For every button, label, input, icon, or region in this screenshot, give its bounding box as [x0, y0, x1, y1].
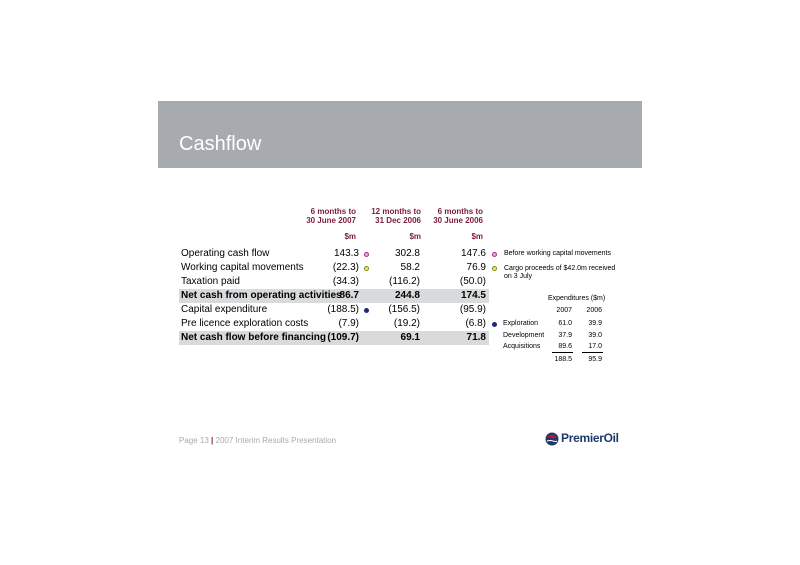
column-header-3-line2: 30 June 2006 — [433, 216, 483, 225]
table-row-subtotal — [179, 289, 489, 303]
column-unit-3: $m — [471, 232, 483, 241]
row-value-2007: (109.7) — [327, 332, 359, 343]
column-header-3 — [420, 207, 483, 225]
row-label: Working capital movements — [181, 262, 304, 273]
row-value-2006-half: 147.6 — [460, 248, 486, 259]
column-header-1-line2: 30 June 2007 — [306, 216, 356, 225]
total-divider — [552, 352, 573, 353]
row-value-2006-full: (156.5) — [388, 304, 420, 315]
row-label: Taxation paid — [181, 276, 240, 287]
expenditure-value-2007: 37.9 — [558, 332, 572, 339]
table-row — [179, 275, 489, 289]
row-value-2006-full: 302.8 — [394, 248, 420, 259]
table-row — [179, 317, 489, 331]
navy-bullet-icon — [492, 322, 497, 327]
expenditure-value-2007: 61.0 — [558, 320, 572, 327]
row-value-2006-half: (95.9) — [459, 304, 486, 315]
lime-bullet-icon — [492, 266, 497, 271]
column-header-2-line2: 31 Dec 2006 — [375, 216, 421, 225]
row-value-2007: (22.3) — [332, 262, 359, 273]
expenditure-value-2007: 89.6 — [558, 343, 572, 350]
row-value-2007: 143.3 — [333, 248, 359, 259]
pink-bullet-icon — [492, 252, 497, 257]
row-value-2006-full: 69.1 — [400, 332, 420, 343]
expenditure-value-2006: 17.0 — [588, 343, 602, 350]
note-cargo-proceeds: Cargo proceeds of $42.0m received on 3 July — [504, 265, 616, 280]
row-label: Net cash from operating activities — [181, 290, 342, 301]
expenditure-total-2006: 95.9 — [588, 356, 602, 363]
row-value-2006-half: 71.8 — [466, 332, 486, 343]
expenditure-label: Development — [503, 332, 545, 339]
row-value-2006-full: (116.2) — [389, 276, 420, 287]
expenditure-value-2006: 39.9 — [588, 320, 602, 327]
expenditure-label: Acquisitions — [503, 343, 541, 350]
expenditures-year-2006: 2006 — [586, 307, 602, 314]
row-value-2006-full: 58.2 — [400, 262, 420, 273]
row-value-2006-half: 76.9 — [466, 262, 486, 273]
expenditure-total-2007: 188.5 — [554, 356, 572, 363]
column-header-3-line1: 6 months to — [437, 207, 483, 216]
column-header-1 — [290, 207, 356, 225]
row-value-2006-full: 244.8 — [394, 290, 420, 301]
page-title: Cashflow — [179, 133, 262, 155]
row-value-2007: (7.9) — [338, 318, 359, 329]
expenditure-value-2006: 39.0 — [588, 332, 602, 339]
table-row — [179, 247, 489, 261]
row-value-2007: (188.5) — [327, 304, 359, 315]
row-value-2006-half: (6.8) — [465, 318, 486, 329]
expenditures-year-2007: 2007 — [556, 307, 572, 314]
logo-text: PremierOil — [561, 431, 619, 445]
row-label: Pre licence exploration costs — [181, 318, 309, 329]
column-header-1-line1: 6 months to — [310, 207, 356, 216]
expenditures-title: Expenditures ($m) — [548, 295, 606, 302]
table-row — [179, 261, 489, 275]
row-value-2007: 86.7 — [339, 290, 359, 301]
row-value-2006-half: 174.5 — [460, 290, 486, 301]
globe-icon — [545, 432, 559, 446]
footer-separator: | — [211, 436, 214, 445]
expenditure-label: Exploration — [503, 320, 539, 327]
row-value-2006-full: (19.2) — [393, 318, 420, 329]
total-divider — [582, 352, 603, 353]
column-unit-1: $m — [344, 232, 356, 241]
column-header-2-line1: 12 months to — [371, 207, 421, 216]
pink-bullet-icon — [364, 252, 369, 257]
row-value-2007: (34.3) — [332, 276, 359, 287]
row-label: Net cash flow before financing — [181, 332, 327, 343]
column-unit-2: $m — [409, 232, 421, 241]
navy-bullet-icon — [364, 308, 369, 313]
column-header-2 — [356, 207, 421, 225]
footer — [179, 436, 336, 445]
footer-presentation-title: 2007 Interim Results Presentation — [215, 436, 337, 445]
table-row-total — [179, 331, 489, 345]
row-label: Operating cash flow — [181, 248, 270, 259]
footer-page-number: Page 13 — [179, 436, 209, 445]
title-banner — [158, 101, 642, 168]
row-value-2006-half: (50.0) — [459, 276, 486, 287]
table-row — [179, 303, 489, 317]
lime-bullet-icon — [364, 266, 369, 271]
row-label: Capital expenditure — [181, 304, 268, 315]
note-working-capital: Before working capital movements — [504, 250, 611, 257]
